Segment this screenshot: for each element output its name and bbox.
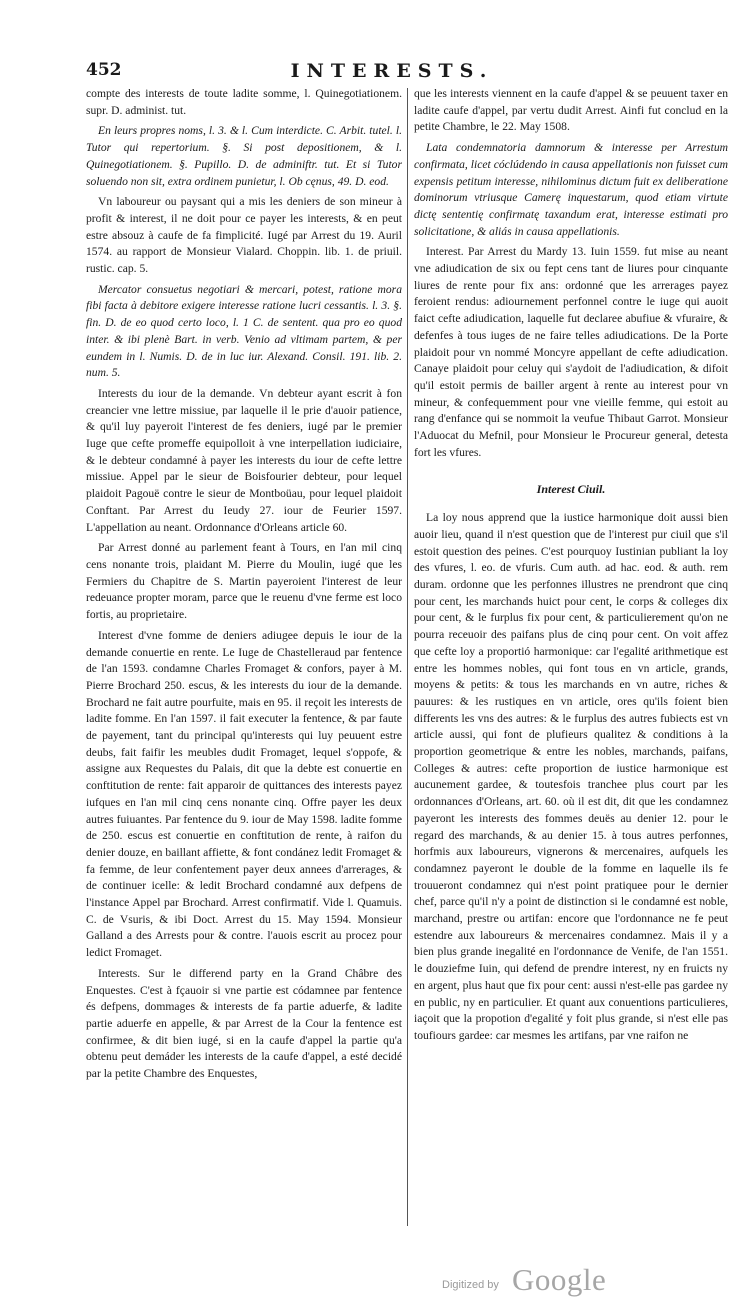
page-header (86, 60, 698, 84)
paragraph: La loy nous apprend que la iustice harmonique doit aussi bien auoir lieu, quand il n'est question que de l'interest pur ciuil que s'il estoit question des peines. C'est pourquoy Iustinian publiant la loy des vfures, l. eo. de vfuris. Cum auth. ad hac. eod. & auth. rem duram. ordonne que les perfonnes illustres ne prendront que cinq pour cent, les marchands huict pour cent, le corps & colleges dix pour cent, & le furplus fix pour cent, & particulierement qu'on ne pourra receuoir des paifans plus de cinq pour cent. On voit affez que cefte loy a proportió harmonique: car l'egalité arithmetique est entre les hommes nobles, qui font tous en vn article, grands, moyens & petits: & tous les marchands en vn autre, riches & pauures: & les rustiques en vn article, ores qu'ils foient bien differents les vns des autres: & le furplus des autres fubiects est vn article aussi, qui font de plufieurs qualitez & conditions à la proportion geometrique & entre les nobles, marchands, paifans, Colleges & autres: cefte proportion de iustice harmonique est aucunement gardee, & toutesfois tranchee plus court par les ordonnances d'Orleans, art. 60. où il est dit, dit que les condamnez payeront les interests des fommes deuës au denier 12. pour le regard des marchands, & au denier 15. à tous autres perfonnes, horfmis aux laboureurs, vignerons & mercenaires, aufquels les condamnez payeront le double de la fomme en laquelle ils fe trouueront condamnez qui n'est point pratiquee pour le dernier chef, parce qu'il n'y a point de distinction si le condamné est noble, marchand, prestre ou artifan: encore que l'ordonnance ne fe peut estendre aux laboureurs & mercenaires condamnez. Mais il y a bien plus grande inegalité en l'ordonnance de Venife, de l'an 1551. le douziefme Iuin, qui defend de prendre interest, ny en fruicts ny en argent, plus haut que fix pour cent: aussi n'est-elle pas gardee ny en public, ny en particulier. Et quant aux conuentions particulieres, iaçoit que la propotion d'egalité y foit plus grande, si n'est elle pas toufiours gardee: car mesmes les artifans, par vne raifon ne (414, 511, 728, 1042)
paragraph: compte des interests de toute ladite somme, l. Quinegotiationem. supr. D. administ. tut. (86, 87, 402, 117)
latin-citation: En leurs propres noms, l. 3. & l. Cum interdicte. C. Arbit. tutel. l. Tutor qui repertorium. §. Si post depositionem, & l. Quinegotiationem. §. Pupillo. D. de adminiftr. tut. Et si Tutor soluendo non sit, extra ordinem punietur, l. Ob cęnus, 49. D. eod. (86, 124, 402, 188)
paragraph: Interest d'vne fomme de deniers adiugee depuis le iour de la demande conuertie en rente. Le Iuge de Chastelleraud par fentence de l'an 1593. condamne Charles Fromaget & confors, payer à M. Pierre Brochard 250. escus, & les interests du iour de la demande. Brochard ne fait autre pourfuite, mais en 95. il reçoit les interests de ladite fomme. En l'an 1597. il fait executer la fentence, & par faute de payement, tant du principal qu'interests qui luy peuuent estre deubs, fait faifir les meubles dudit Fromaget, lequel s'oppofe, & assigne aux Requestes du Palais, dit que la debte est conuertie en conftitution de rente: fait apparoir de quittances des interests payez iufques en l'an mil cinq cens nonante cinq. Offre payer les deux autres fuiuantes. Par fentence du 9. iour de May 1598. ladite fomme de 250. escus est conuertie en conftitution de rente, à raifon du denier douze, en baillant affiette, & font condánez ledit Fromaget & fa femme, de leur confentement payer deux annees d'arrerages, & de continuer icelle: & ledit Brochard condamné aux defpens de l'instance Appel par Brochard. Arrest confirmatif. Vide l. Quamuis. C. de Vsuris, & ibi Doct. Arrest du 15. May 1594. Monsieur Galland a des Arrests pour & contre. l'auois escrit au procez pour ledict Fromaget. (86, 628, 402, 960)
paragraph: que les interests viennent en la caufe d'appel & se peuuent taxer en ladite caufe d'appel, par vertu dudit Arrest. Ainfi fut conclud en la petite Chambre, le 22. May 1508. (414, 87, 728, 134)
left-column (86, 86, 402, 1087)
section-heading: Interest Ciuil. (536, 482, 606, 497)
column-divider (407, 88, 408, 1226)
google-digitized-watermark (442, 1262, 612, 1298)
right-column (414, 86, 728, 1049)
paragraph: Vn laboureur ou paysant qui a mis les deniers de son mineur à profit & interest, il ne doit pour ce payer les interests, & en peut estre absouz à caufe de fa fimplicité. Iugé par Arrest du 19. Auril 1574. au rapport de Monsieur Vialard. Choppin. lib. 1. de priuil. rustic. cap. 5. (86, 195, 402, 276)
google-logo: Google (512, 1262, 607, 1297)
paragraph: Interests du iour de la demande. Vn debteur ayant escrit à fon creancier vne lettre missiue, par laquelle il le prie d'auoir patience, & qu'il luy payeroit l'interest de fes deniers, iugé par le premier Iuge que cefte promeffe equipolloit à vne interpellation iudiciaire, & le debteur condamné à payer les interests du iour de cefte lettre missiue. Appel par le sieur de Boisfourier debteur, pour lequel plaidoit Pagouë contre le sieur de Montboüau, pour lequel plaidoit Conftant. Par Arrest du Ieudy 27. iour de Feurier 1597. L'appellation au neant. Ordonnance d'Orleans article 60. (86, 386, 402, 534)
latin-citation: Mercator consuetus negotiari & mercari, potest, ratione mora fibi facta à debitore exigere interesse ratione lucri cessantis. l. 3. §. fin. D. de eo quod certo loco, l. 1 C. de sentent. qua pro eo quod inter. & ibi plenè Bart. in verb. Venio ad vltimam partem, & per eundem in l. Numis. D. de in luc iur. Alexand. Consil. 191. lib. 2. num. 5. (86, 282, 402, 380)
paragraph: Par Arrest donné au parlement feant à Tours, en l'an mil cinq cens nonante trois, plaidant M. Pierre du Moulin, iugé que les Fermiers du Chapitre de S. Martin payeroient l'interest de leur redeuance propter moram, parce que le reuenu d'vne ferme est loco fortis, au proprietaire. (86, 541, 402, 622)
watermark-prefix: Digitized by (442, 1279, 499, 1291)
paragraph: Interests. Sur le differend party en la Grand Châbre des Enquestes. C'est à fçauoir si vne partie est códamnee par fentence és defpens, dommages & interests de fa partie aduerfe, & ladite partie aduerfe en appelle, & par Arrest de la Cour la fentence est confirmee, & dit bien iugé, si en la caufe d'appel la partie qu'a obtenu peut demáder les interests de la caufe d'appel, a esté decidé par la petite Chambre des Enquestes, (86, 966, 402, 1081)
latin-citation: Lata condemnatoria damnorum & interesse per Arrestum confirmata, licet cóclúdendo in causa appellationis non fuisset cum expensis petitum interesse, nihilominus dictum fuit ex deliberatione dominorum vtriusque Camerę inquestarum, quod etiam virtute dictę sententię confirmatę taxandum erat, interesse estimati pro solicitatione, & aliás in causa appellationis. (414, 141, 728, 238)
page-number: 452 (86, 60, 122, 80)
paragraph: Interest. Par Arrest du Mardy 13. Iuin 1559. fut mise au neant vne adiudication de six ou fept cens tant de liures pour cinquante liures de rente pour fix ans: ordonné que les arrerages payez feroient rendus: adiournement perfonnel contre le iuge qui auoit faict cefte adiudication, laquelle fut declaree abufiue & vfuraire, & defenfes à tous iuges de ne faire telles adiudications. De la Porte plaidoit pour vn nommé Moncyre appellant de cefte adiudication. Canaye plaidoit pour celuy qui s'aydoit de l'adiudication, & difoit qu'il estoit permis de bailler argent à rente au interest pour vn mineur, & confequemment pour vne vieille femme, qui estoit au rang d'enfance qui se nommoit la veufue Thibaut Garrot. Monsieur l'Aduocat du Mefnil, pour Monsieur le Procureur general, detesta fort les vfures. (414, 245, 728, 459)
running-title: INTERESTS. (290, 60, 494, 82)
